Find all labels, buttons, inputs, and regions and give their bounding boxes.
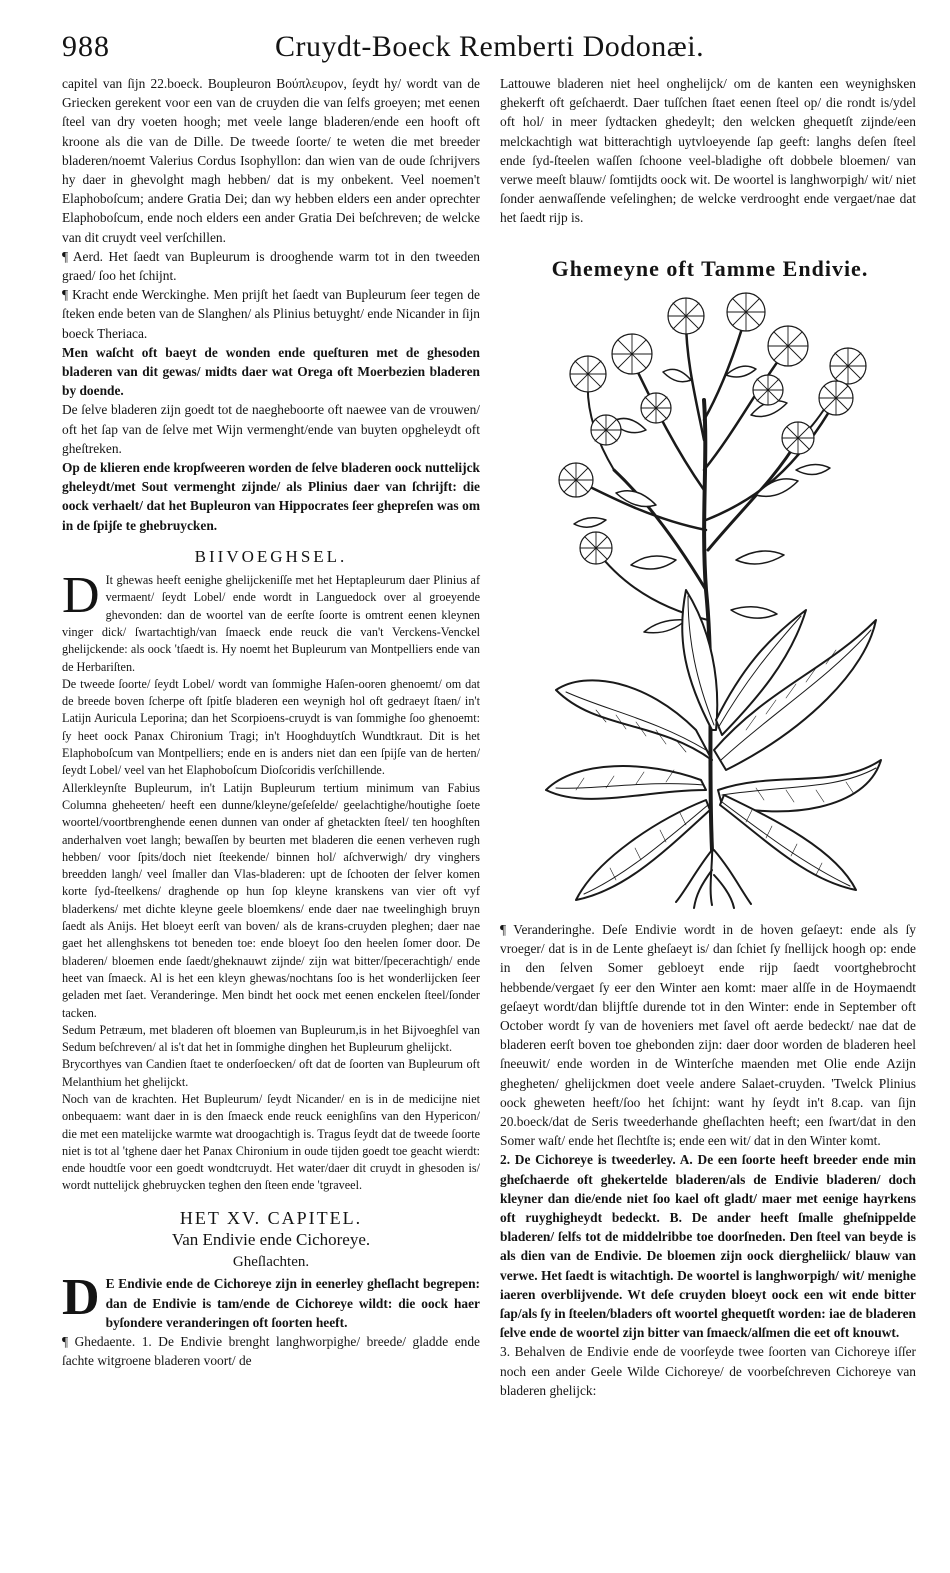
paragraph: Sedum Petræum, met bladeren oft bloemen van Bupleurum,is in het Bijvoeghſel van Sedum beſchreven/ al is't dat het in ſommighe dinghen het Bupleurum ghelijckt. xyxy=(62,1022,480,1055)
right-column-top xyxy=(500,74,916,228)
right-column-bottom xyxy=(500,920,916,1400)
paragraph-text: E Endivie ende de Cichoreye zijn in eenerley gheſlacht begrepen: dan de Endivie is tam/ende de Cichoreye wildt: die oock haer byſondere veranderingen oft ſoorten heeft. xyxy=(105,1276,480,1330)
left-column xyxy=(62,74,480,1370)
paragraph: Lattouwe bladeren niet heel onghelijck/ om de kanten een weynighsken ghekerft oft geſchaerdt. Daer tuſſchen ſtaet eenen ſteel op/ die rondt is/ydel oft hol/ in meer ſydtacken ghedeylt; den welcken ghequetſt zijnde/een melckachtigh wat bitterachtigh uytvloeyende ſap geeft: langhs deſen ſteel ende ſyd-ſteelen waſſen ſchoone veel-bladighe oft dobbele bloemen/ van verwe meeſt blauw/ ſomtijdts oock wit. De woortel is langhworpigh/ wit/ niet ſonder aenwaſſende veſelinghen; de welcke verdrooght ende vergaet/nae dat het ſaedt rijp is. xyxy=(500,76,916,226)
paragraph: Allerkleynſte Bupleurum, in't Latijn Bupleurum tertium minimum van Fabius Columna gheheeten/ heeft een dunne/kleyne/geſeſelde/ geelachtighe/houtighe ſoete woortel/voortbrenghende eenen dunnen van onder af ghetackten ſteel/ ten hooghſten anderhalven voet langh; bewaſſen by beurten met bladeren die eenen verheven rugh hebben/ voor ſpits/doch niet ſteekende/ binnen hol/ aſchverwigh/ dry vinghers breedden langh/ veel ſmaller dan Vlas-bladeren: upt de ſchooten der ſelver komen korte ſyd-ſteelkens/ draghende op hun ſop kleyne kranskens van vier oft vyf bladerkens/ met dichte kleyne geele bloemkens/ ende daer nae tweelinghigh bruyn ſaedt als Anijs. Het bloeyt eerſt van boven/ als de krans-cruyden pleghen; daer nae gaet het allenghskens tot beneden toe: ende bloeyt ſoo den heelen ſomer door. De bladeren/ bloemen ende ſaedt/gheknauwt zijnde/ zijn wat bitter/ſpecerachtigh/ ende heet van ſmaeck. Al is het een kleyn ghewas/nochtans ſoo is het wonderlijcken ſeer geladen met ſaet. Veranderinge. Men bindt het oock met eenen enckelen ſteel/ſonder tacken. xyxy=(62,780,480,1020)
paragraph: ¶ Aerd. Het ſaedt van Bupleurum is drooghende warm tot in den tweeden graed/ ſoo het ſchijnt. xyxy=(62,248,480,284)
paragraph: ¶ Ghedaente. 1. De Endivie brenght langhworpighe/ breede/ gladde ende ſachte witgroene bladeren voort/ de xyxy=(62,1333,480,1369)
paragraph: capitel van ſijn 22.boeck. Boupleuron Βούπλευρον, ſeydt hy/ wordt van de Griecken gerekent voor een van de cruyden die van ſelfs groeyen; met eenen ſteel van dry voeten hoogh; met veele lange bladeren/ende een hooft oft kroone als die van de Dille. De tweede ſoorte/ te weten die met breeder bladeren/noemt Valerius Cordus Isophyllon: dan wien van de oude ſchrijvers hy daer in ghevolght magh hebben/ dat is my onbekent. Veel noemen't Elaphoboſcum; andere Gratia Dei; dan wy hebben elders een ander oprechter Elaphoboſcum, ende noch elders een ander Gratia Dei beſchreven; de welcke van dit cruydt veel verſchillen. xyxy=(62,76,480,245)
paragraph: Op de klieren ende kropſweeren worden de ſelve bladeren oock nuttelijck gheleydt/met Sout vermenght zijnde/ als Plinius daer van ſchrijft: die oock verhaelt/ dat het Bupleuron van Hippocrates ſeer ghepreſen was om in de ſpijſe te ghebruycken. xyxy=(62,460,480,533)
subsection-heading: Gheſlachten. xyxy=(232,1254,310,1271)
figure-caption: Ghemeyne oft Tamme Endivie. xyxy=(551,256,869,281)
paragraph: De ſelve bladeren zijn goedt tot de naegheboorte oft naewee van de vrouwen/ oft het ſap van de ſelve met Wijn vermenght/ende van buyten opgheleydt oft gheſtreken. xyxy=(62,402,480,456)
paragraph: 3. Behalven de Endivie ende de voorſeyde twee ſoorten van Cichoreye iſſer noch een ander Geele Wilde Cichoreye/ de voorbeſchreven Cichoreye van bladeren ghelijck: xyxy=(500,1344,916,1398)
drop-cap: D xyxy=(62,567,100,625)
paragraph xyxy=(62,1269,480,1332)
paragraph: ¶ Kracht ende Werckinghe. Men prijſt het ſaedt van Bupleurum ſeer tegen de ſteken ende beten van de Slanghen/ als Plinius betuyght/ ende Nicander in ſijn boeck Theriaca. xyxy=(62,287,480,341)
paragraph: 2. De Cichoreye is tweederley. A. De een ſoorte heeft breeder ende min gheſchaerde oft ghekertelde bladeren/als de Endivie bladeren/ doch kleyner dan die/ende niet ſoo kael oft gladt/ maer met eenige hayrkens oft ruyghigheydt bedeckt. B. De ander heeft ſmalle gheſnippelde bladeren/ ſelfs tot de middelribbe toe doorſneden. Den ſteel van beyde is als dien van de Endivie. De bloemen zijn oock diergheliick/ blauw van verwe. Het ſaedt is witachtigh. De woortel is langhworpigh/ wit/ menighe iaeren overblijvende. Wt deſe cruyden bloeyt oock een wit ende bitter ſap/als ſy in ſteelen/bladers oft woortel ghequetſt worden: iae de bladeren ſelve ende de woortel zijn bitter van ſmaeck/alſmen die eet oft knouwt. xyxy=(500,1152,916,1341)
chapter-heading: HET XV. CAPITEL. xyxy=(179,1207,363,1228)
page-number: 988 xyxy=(62,30,110,63)
section-heading: BIIVOEGHSEL. xyxy=(194,546,348,566)
drop-cap: D xyxy=(62,1269,100,1327)
paragraph: Men waſcht oft baeyt de wonden ende queſturen met de ghesoden bladeren van dit gewas/ midts daer wat Orega oft Moerbezien bladeren by doende. xyxy=(62,344,480,399)
running-title: Cruydt-Boeck Remberti Dodonæi. xyxy=(275,30,705,63)
chapter-subtitle: Van Endivie ende Cichoreye. xyxy=(171,1229,371,1249)
paragraph: Noch van de krachten. Het Bupleurum/ ſeydt Nicander/ en is in de medicijne niet onbequaem: want daer in is den ſmaeck ende reuck eenighſins van den Hypericon/ die met een matelijcke warmte wat droogachtigh is. Tragus ſeydt dat de tweede ſoorte niet is tot al 'tghene daer het Panax Chironium in oude tijden goedt toe geacht wierdt: ende houdtſe voor een goedt wondtcruydt. Het water/daer dit cruydt in ghesoden is/ wordt nuttelijck ghebruycken teghen den ſteen ende 'tgraveel. xyxy=(62,1091,480,1193)
appendix-text xyxy=(62,567,480,1195)
paragraph: ¶ Veranderinghe. Deſe Endivie wordt in de hoven geſaeyt: ende als ſy vroeger/ dat is in de Lente gheſaeyt is/ dan ſchiet ſy ſnellijck hoogh op: ende in den ſelven Somer gebloeyt ende rijp ſaedt voortghebrocht hebbende/vergaet ſy eer den Winter aen komt: maer alſſe in de Hoymaendt geſaeyt wordt/dan blijftſe durende tot in den Winter: ende in September oft October wordt ſy van de hoveniers met ſavel oft aerde bedeckt/ nae dat de bladeren eerſt boven toe ghebonden zijn: daer door worden de bladeren heel ſneeuwit/ ende worden in de Winterſche maenden met Olie ende Azijn ghegheten/ ghelijckmen doet veele andere Salaet-cruyden. 'Twelck Plinius oock gheweten heeft/ſoo het ſchijnt: want hy ſeydt in't 8.cap. van ſijn 20.boeck/dat de Seris tweederhande gheſlachten heeft; een ſwart/dat in den Somer waſt/ ende het ſlechtſte is; ende een wit/ dat in den Winter komt. xyxy=(500,922,916,1149)
paragraph xyxy=(62,567,480,676)
endive-plant-woodcut-icon xyxy=(536,290,888,910)
paragraph: De tweede ſoorte/ ſeydt Lobel/ wordt van ſommighe Haſen-ooren ghenoemt/ om dat de breede boven ſcherpe oft ſpitſe bladeren een weynigh hol oft gedraeyt ſtaen/ in't Latijn Auricula Leporina; dan het Scorpioens-cruydt is van ſommighe ſoo ghenoemt: ſy heet oock Panax Chironium Tragi; in't Hooghduytſch Wundtkraut. Dit is het Elaphoboſcum van Montpelliers; ende en is anders niet dan een ſpijſe van de herten/ ſeydt Lobel/ veel van het Elaphoboſcum Dioſcoridis verſchillende. xyxy=(62,676,480,778)
paragraph: Brycorthyes van Candien ſtaet te onderſoecken/ oft dat de ſoorten van Bupleurum oft Melanthium het ghelijckt. xyxy=(62,1057,480,1089)
paragraph-text: It ghewas heeft eenighe ghelijckeniſſe met het Heptapleurum daer Plinius af vermaent/ ſeydt Lobel/ ende wordt in Languedock over al groeyende ghevonden: dan de woortel van de eerſte ſoorte is omtrent eenen kleynen vinger dick/ ſwartachtigh/van ſmaeck ende reuck die van't Verckens-Venckel ghelijckende: als oock 'tſaedt is. Hy noemt het Bupleurum van Montpelliers ende van de Herbariſten. xyxy=(62,573,480,674)
